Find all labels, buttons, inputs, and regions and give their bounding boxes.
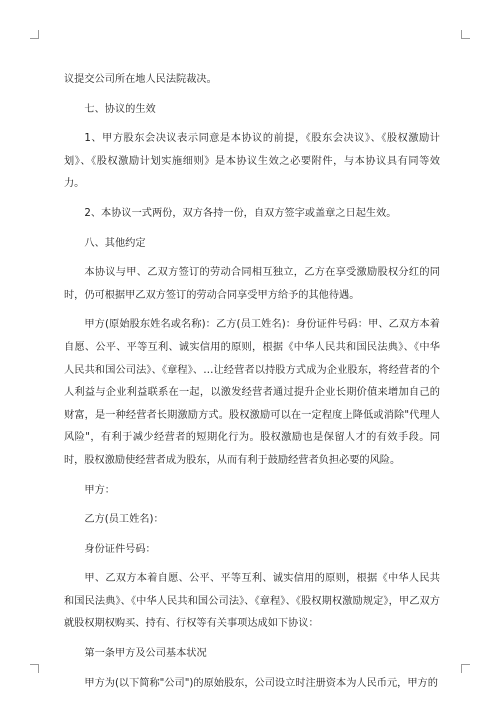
paragraph-parties-intro: 甲方(原始股东姓名或名称)：乙方(员工姓名)：身份证件号码：甲、乙双方本着自愿、公平、平等互利、诚实信用的原则，根据《中华人民共和国民法典》、《中华人民共和国公司法》、《章程》、…让经营者以持股方式成为企业股东，将经营者的个人利益与企业利益联系在一起，以激发经营者通过提升企业长期价值来增加自己的财富，是一种经营者长期激励方式。股权激励可以在一定程度上降低或消除"代理人风险"，有利于减少经营者的短期化行为。股权激励也是保留人才的有效手段。同时，股权激励使经营者成为股东，从而有利于鼓励经营者负担必要的风险。 — [64, 319, 440, 466]
crop-mark-top-right — [461, 30, 470, 39]
paragraph-effect-1: 1、甲方股东会决议表示同意是本协议的前提，《股东会决议》、《股权激励计划》、《股权激励计划实施细则》是本协议生效之必要附件，与本协议具有同等效力。 — [64, 133, 440, 190]
section-heading-effect: 七、协议的生效 — [84, 103, 156, 115]
section-heading-other: 八、其他约定 — [84, 237, 146, 249]
crop-mark-bottom-left — [30, 664, 39, 673]
document-body — [64, 69, 440, 695]
article-1-heading: 第一条甲方及公司基本状况 — [84, 648, 207, 660]
field-party-b: 乙方(员工姓名)： — [84, 514, 164, 526]
crop-mark-top-left — [30, 30, 39, 39]
paragraph-agreement-basis: 甲、乙双方本着自愿、公平、平等互利、诚实信用的原则，根据《中华人民共和国民法典》、《中华人民共和国公司法》、《章程》、《股权期权激励规定》，甲乙双方就股权期权购买、持有、行权等有关事项达成如下协议： — [64, 573, 440, 630]
paragraph-article-1: 甲方为(以下简称"公司")的原始股东，公司设立时注册资本为人民币元，甲方的 — [84, 677, 438, 689]
paragraph-continuation: 议提交公司所在地人民法院裁决。 — [64, 74, 217, 85]
crop-mark-bottom-right — [461, 664, 470, 673]
field-id-number: 身份证件号码： — [84, 543, 156, 555]
field-party-a: 甲方： — [84, 484, 115, 496]
paragraph-effect-2: 2、本协议一式两份，双方各持一份，自双方签字或盖章之日起生效。 — [84, 207, 397, 219]
paragraph-other-terms: 本协议与甲、乙双方签订的劳动合同相互独立，乙方在享受激励股权分红的同时，仍可根据甲乙双方签订的劳动合同享受甲方给予的其他待遇。 — [64, 267, 440, 301]
